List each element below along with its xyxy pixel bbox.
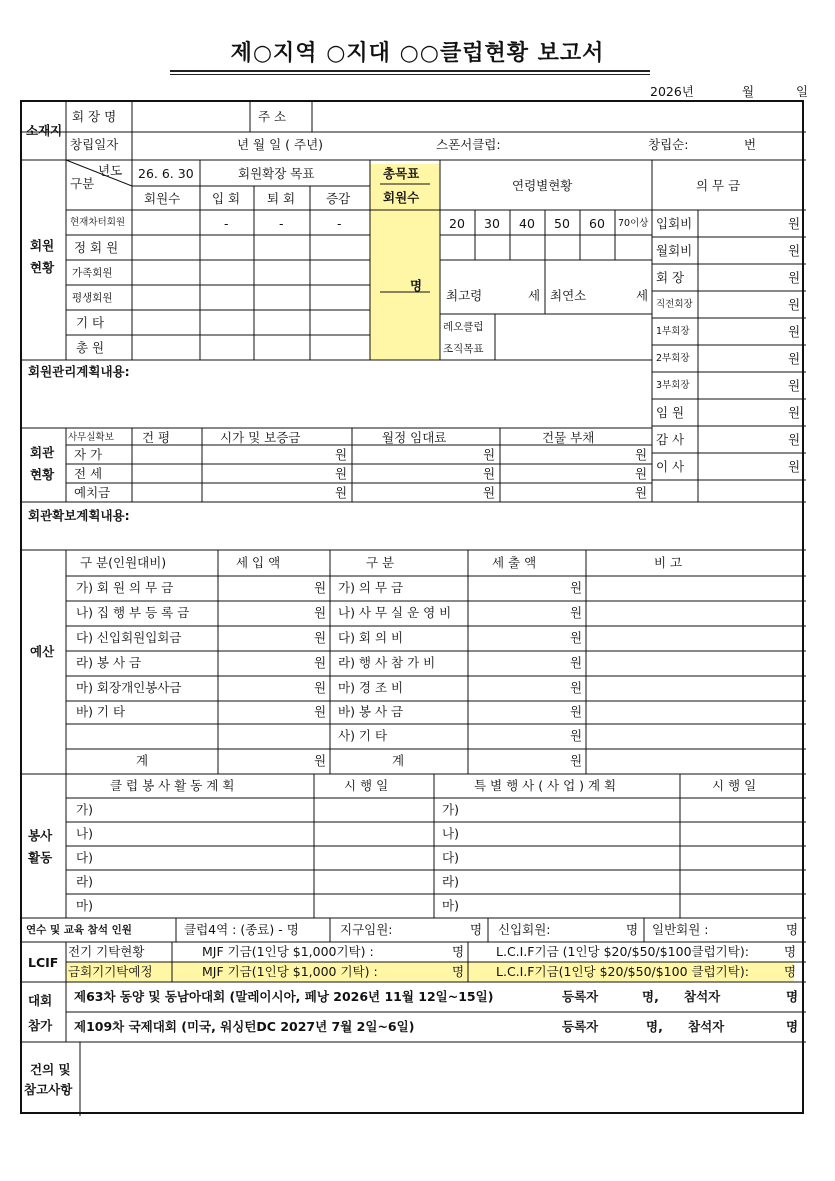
- section-service-2: 활동: [28, 850, 53, 865]
- budget-header-remark: 비 고: [654, 555, 683, 570]
- lcif-row1-mjf: MJF 기금(1인당 $1,000기탁) :: [202, 944, 374, 959]
- service-header-plan: 클 럽 봉 사 활 동 계 획: [110, 778, 235, 793]
- hall-header-debt: 건물 부채: [542, 430, 595, 445]
- total-goal-label-1: 총목표: [383, 166, 420, 181]
- report-day: 일: [796, 84, 809, 99]
- lcif-row2-mjf: MJF 기금(1인당 $1,000 기탁) :: [202, 964, 378, 979]
- event-item-0: 가): [442, 802, 459, 817]
- income-item-0: 가) 회 원 의 무 금: [76, 580, 174, 595]
- service-header-date2: 시 행 일: [712, 778, 757, 793]
- lcif-row1-label: 전기 기탁현황: [68, 944, 145, 959]
- lcif-row1-mjf-unit: 명: [452, 944, 465, 959]
- leo-label-2: 조직목표: [443, 343, 484, 355]
- dues-item-auditor: 감 사: [656, 432, 685, 447]
- hall-header-office: 사무실확보: [68, 432, 114, 443]
- lcif-row2-label: 금회기기탁예정: [68, 964, 153, 979]
- dues-unit-4: 원: [788, 324, 801, 339]
- convention-2-attended-unit: 명: [786, 1019, 799, 1034]
- training-new: 신입회원:: [498, 922, 551, 937]
- dues-unit-5: 원: [788, 351, 801, 366]
- expense-item-5: 바) 봉 사 금: [338, 704, 404, 719]
- expense-unit-4: 원: [570, 680, 583, 695]
- total-goal-label-2: 회원수: [383, 190, 420, 205]
- expense-item-1: 나) 사 무 실 운 영 비: [338, 605, 452, 620]
- dues-item-officer: 임 원: [656, 405, 685, 420]
- hall-plan-label: 회관확보계획내용:: [28, 508, 130, 523]
- service-item-2: 다): [76, 850, 93, 865]
- oldest-unit: 세: [528, 288, 541, 303]
- training-district-unit: 명: [470, 922, 483, 937]
- row-total: 총 원: [76, 340, 105, 355]
- convention-1-attended: 참석자: [684, 989, 721, 1004]
- sponsor-label: 스폰서클럽:: [436, 137, 501, 152]
- hall-unit-r2c2: 원: [483, 485, 496, 500]
- age-50: 50: [554, 216, 570, 231]
- income-total-unit: 원: [314, 753, 327, 768]
- expense-item-6: 사) 기 타: [338, 728, 388, 743]
- training-general: 일반회원 :: [652, 922, 709, 937]
- dues-item-join: 입회비: [656, 216, 693, 231]
- section-members-1: 회원: [30, 238, 55, 253]
- service-item-3: 라): [76, 874, 93, 889]
- service-item-1: 나): [76, 826, 93, 841]
- president-label: 회 장 명: [72, 109, 117, 124]
- convention-1-registered-unit: 명,: [642, 989, 659, 1004]
- convention-1-title: 제63차 동양 및 동남아대회 (말레이시아, 페낭 2026년 11월 12일~15일): [74, 989, 494, 1004]
- base-date: 26. 6. 30: [138, 166, 194, 181]
- section-service-1: 봉사: [28, 828, 53, 843]
- col-change: 증감: [326, 191, 351, 206]
- lcif-row2-lcif-unit: 명: [784, 964, 797, 979]
- training-general-unit: 명: [786, 922, 799, 937]
- expense-item-3: 라) 행 사 참 가 비: [338, 655, 436, 670]
- report-month: 월: [742, 84, 755, 99]
- hall-unit-r1c3: 원: [635, 466, 648, 481]
- dues-unit-7: 원: [788, 405, 801, 420]
- dues-unit-9: 원: [788, 459, 801, 474]
- expense-unit-6: 원: [570, 728, 583, 743]
- dues-unit-8: 원: [788, 432, 801, 447]
- lcif-row2-mjf-unit: 명: [452, 964, 465, 979]
- expense-unit-0: 원: [570, 580, 583, 595]
- income-item-4: 마) 회장개인봉사금: [76, 680, 182, 695]
- income-item-1: 나) 집 행 부 등 록 금: [76, 605, 190, 620]
- age-20: 20: [449, 216, 465, 231]
- hall-row-owned: 자 가: [74, 447, 103, 462]
- section-hall-2: 현황: [30, 467, 55, 482]
- col-leave: 퇴 회: [267, 191, 296, 206]
- budget-header-category2: 구 분: [366, 555, 395, 570]
- report-year: 2026년: [650, 84, 694, 99]
- category-label: 구분: [70, 176, 95, 191]
- page-title: 제○지역 ○지대 ○○클럽현황 보고서: [230, 41, 605, 66]
- dues-item-director: 이 사: [656, 459, 685, 474]
- total-goal-unit: 명: [410, 278, 423, 293]
- dues-unit-1: 원: [788, 243, 801, 258]
- founded-fill: 년 월 일 ( 주년): [237, 137, 324, 152]
- expense-unit-2: 원: [570, 630, 583, 645]
- income-unit-0: 원: [314, 580, 327, 595]
- age-30: 30: [484, 216, 500, 231]
- hall-unit-r0c2: 원: [483, 447, 496, 462]
- hall-unit-r1c2: 원: [483, 466, 496, 481]
- title-underline-thin: [170, 74, 650, 75]
- convention-2-attended: 참석자: [688, 1019, 725, 1034]
- address-label: 주 소: [258, 109, 287, 124]
- income-total-label: 계: [136, 753, 149, 768]
- section-location: 소재지: [26, 123, 63, 138]
- hall-unit-r0c1: 원: [335, 447, 348, 462]
- expense-total-label: 계: [392, 753, 405, 768]
- hall-header-area: 건 평: [142, 430, 171, 445]
- income-item-2: 다) 신입회원입회금: [76, 630, 182, 645]
- convention-1-registered: 등록자: [562, 989, 599, 1004]
- convention-1-attended-unit: 명: [786, 989, 799, 1004]
- dues-item-president: 회 장: [656, 270, 685, 285]
- row-regular: 정 회 원: [74, 240, 119, 255]
- col-join: 입 회: [212, 191, 241, 206]
- income-unit-5: 원: [314, 704, 327, 719]
- expense-total-unit: 원: [570, 753, 583, 768]
- expense-unit-3: 원: [570, 655, 583, 670]
- age-70-plus: 70이상: [618, 218, 649, 229]
- founding-order-unit: 번: [744, 137, 757, 152]
- row-charter: 현재차터회원: [70, 217, 126, 228]
- remarks-label-2: 참고사항: [24, 1082, 73, 1097]
- row-lifetime: 평생회원: [72, 292, 113, 304]
- founded-label: 창립일자: [70, 137, 119, 152]
- year-label: 년도: [98, 163, 123, 178]
- dues-item-past-president: 직전회장: [656, 299, 693, 310]
- lcif-row1-lcif-unit: 명: [784, 944, 797, 959]
- hall-row-lease: 전 세: [74, 466, 103, 481]
- dues-item-vp3: 3부회장: [656, 380, 690, 391]
- leo-label-1: 레오클럽: [443, 321, 484, 333]
- age-40: 40: [519, 216, 535, 231]
- dues-item-vp2: 2부회장: [656, 353, 690, 364]
- age-60: 60: [589, 216, 605, 231]
- dues-item-monthly: 월회비: [656, 243, 693, 258]
- event-item-1: 나): [442, 826, 459, 841]
- youngest-unit: 세: [636, 288, 649, 303]
- income-unit-2: 원: [314, 630, 327, 645]
- section-convention-2: 참가: [28, 1018, 53, 1033]
- row-family: 가족회원: [72, 267, 113, 279]
- founding-order-label: 창립순:: [648, 137, 689, 152]
- expansion-goal-label: 회원확장 목표: [238, 166, 315, 181]
- hall-row-deposit: 예치금: [74, 485, 111, 500]
- convention-2-registered-unit: 명,: [646, 1019, 663, 1034]
- expense-unit-1: 원: [570, 605, 583, 620]
- service-item-4: 마): [76, 898, 93, 913]
- service-item-0: 가): [76, 802, 93, 817]
- expense-item-0: 가) 의 무 금: [338, 580, 404, 595]
- budget-header-income: 세 입 액: [236, 555, 281, 570]
- training-club: 클럽4역 : (종료) - 명: [184, 922, 299, 937]
- dues-unit-3: 원: [788, 297, 801, 312]
- convention-2-title: 제109차 국제대회 (미국, 워싱턴DC 2027년 7월 2일~6일): [74, 1019, 415, 1034]
- section-budget: 예산: [30, 644, 55, 659]
- charter-change-dash: -: [337, 216, 342, 231]
- age-status-title: 연령별현황: [512, 178, 573, 193]
- charter-join-dash: -: [224, 216, 229, 231]
- income-unit-4: 원: [314, 680, 327, 695]
- dues-unit-6: 원: [788, 378, 801, 393]
- convention-2-registered: 등록자: [562, 1019, 599, 1034]
- hall-header-value: 시가 및 보증금: [220, 430, 301, 445]
- section-hall-1: 회관: [30, 445, 55, 460]
- event-item-2: 다): [442, 850, 459, 865]
- budget-header-category: 구 분(인원대비): [80, 555, 167, 570]
- dues-unit-2: 원: [788, 270, 801, 285]
- remarks-label-1: 건의 및: [30, 1062, 71, 1077]
- dues-item-vp1: 1부회장: [656, 326, 690, 337]
- budget-header-expense: 세 출 액: [492, 555, 537, 570]
- hall-unit-r0c3: 원: [635, 447, 648, 462]
- col-member-count: 회원수: [144, 191, 181, 206]
- youngest-label: 최연소: [550, 288, 587, 303]
- row-other: 기 타: [76, 315, 105, 330]
- event-item-4: 마): [442, 898, 459, 913]
- income-item-5: 바) 기 타: [76, 704, 126, 719]
- income-unit-1: 원: [314, 605, 327, 620]
- expense-item-4: 마) 경 조 비: [338, 680, 404, 695]
- training-district: 지구임원:: [340, 922, 393, 937]
- expense-unit-5: 원: [570, 704, 583, 719]
- hall-unit-r2c3: 원: [635, 485, 648, 500]
- income-item-3: 라) 봉 사 금: [76, 655, 142, 670]
- lcif-row1-lcif: L.C.I.F기금 (1인당 $20/$50/$100클럽기탁):: [496, 944, 749, 959]
- service-header-event: 특 별 행 사 ( 사 업 ) 계 획: [474, 778, 617, 793]
- hall-header-rent: 월정 임대료: [382, 430, 447, 445]
- income-unit-3: 원: [314, 655, 327, 670]
- charter-leave-dash: -: [279, 216, 284, 231]
- lcif-row2-lcif: L.C.I.F기금(1인당 $20/$50/$100 클럽기탁):: [496, 964, 749, 979]
- member-plan-label: 회원관리계획내용:: [28, 364, 130, 379]
- oldest-label: 최고령: [446, 288, 483, 303]
- section-members-2: 현황: [30, 260, 55, 275]
- hall-unit-r2c1: 원: [335, 485, 348, 500]
- dues-unit-0: 원: [788, 216, 801, 231]
- service-header-date: 시 행 일: [344, 778, 389, 793]
- hall-unit-r1c1: 원: [335, 466, 348, 481]
- expense-item-2: 다) 회 의 비: [338, 630, 404, 645]
- training-label: 연수 및 교육 참석 인원: [26, 924, 132, 936]
- section-convention-1: 대회: [28, 993, 53, 1008]
- section-lcif: LCIF: [28, 955, 59, 970]
- report-form: [20, 100, 804, 1114]
- dues-title: 의 무 금: [696, 178, 741, 193]
- event-item-3: 라): [442, 874, 459, 889]
- title-underline: [170, 70, 650, 72]
- training-new-unit: 명: [626, 922, 639, 937]
